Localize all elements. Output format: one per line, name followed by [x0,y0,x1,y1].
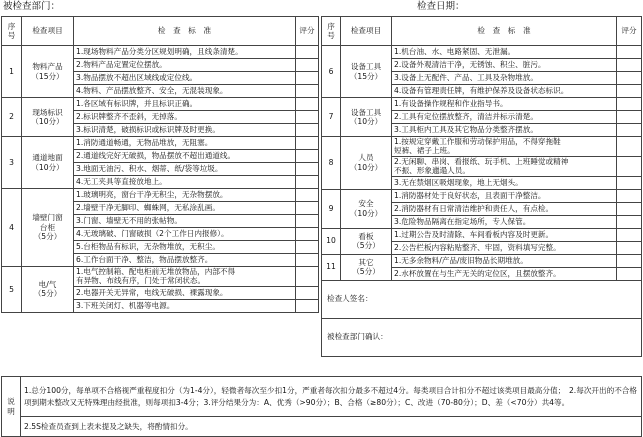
score-cell[interactable] [296,299,319,312]
check-item-name: 看板 （5分） [341,228,392,254]
check-standard: 3.门窗、墙壁无不用的张帖物。 [74,215,296,228]
check-standard: 2.墙壁干净无脚印、蜘蛛网，无私涂乱画。 [74,202,296,215]
check-standard: 3.工具柜内工具及其它物品分类整齐摆放。 [392,124,617,137]
checklist-row [2,46,319,59]
col-no-header: 序号 [322,17,341,46]
col-score-header: 评分 [617,17,642,46]
check-standard: 1.无多余物料/产品/废旧物品长期堆放。 [392,254,617,267]
checklist-row [322,254,642,267]
score-cell[interactable] [617,241,642,254]
score-cell[interactable] [296,176,319,189]
check-standard: 3.无在禁烟区吸烟现象，地上无烟头。 [392,176,617,189]
score-cell[interactable] [617,137,642,157]
col-score-header: 评分 [296,17,319,46]
check-standard: 1.各区域有标识牌，并且标识正确。 [74,98,296,111]
check-standard: 2.电器开关无异常，电线无破损、裸露现象。 [74,286,296,299]
score-cell[interactable] [296,46,319,59]
check-standard: 1.电气控制箱、配电柜前无堆放物品，内部不得 有异物、布线有序，门处于常闭状态。 [74,267,296,287]
inspected-confirm-row [322,318,642,356]
notes-text-2: 2.5S检查员查到上表未提及之缺失，将酌情扣分。 [21,417,642,437]
score-cell[interactable] [617,202,642,215]
check-standard: 1.消防通道畅通，无物品堆放，无阻塞。 [74,137,296,150]
score-cell[interactable] [617,156,642,176]
check-standard: 2.通道线完好无破损，物品摆放不超出通道线。 [74,150,296,163]
item-number: 4 [2,189,22,267]
score-cell[interactable] [617,124,642,137]
score-cell[interactable] [296,85,319,98]
score-cell[interactable] [617,85,642,98]
check-item-name: 物料产品 （15分） [22,46,74,98]
score-cell[interactable] [296,215,319,228]
inspected-department-label: 被检查部门： [3,1,61,12]
checklist-row [322,228,642,241]
inspection-date-label: 检查日期： [417,1,465,12]
check-item-name: 安全 （10分） [341,189,392,228]
check-standard: 3.下班关闭灯、机器等电源。 [74,299,296,312]
col-no-header: 序号 [2,17,22,46]
check-standard: 3.设备上无配件、产品、工具及杂物堆放。 [392,72,617,85]
inspector-signature-field[interactable]: 检查人签名： [322,280,642,318]
item-number: 11 [322,254,341,280]
score-cell[interactable] [296,189,319,202]
check-standard: 2.公告栏板内容粘贴整齐、牢固，资料填写完整。 [392,241,617,254]
score-cell[interactable] [617,189,642,202]
item-number: 8 [322,137,341,190]
score-cell[interactable] [296,137,319,150]
col-standard-header: 检 查 标 准 [74,17,296,46]
score-cell[interactable] [296,72,319,85]
check-standard: 1.按规定穿戴工作服和劳动保护用品，不得穿拖鞋 短裤、裙子上班。 [392,137,617,157]
check-standard: 2.设备外观清洁干净，无锈蚀、积尘、脏污。 [392,59,617,72]
check-standard: 3.地面无油污、积水、烟蒂、纸/袋等垃圾。 [74,163,296,176]
col-item-header: 检查项目 [341,17,392,46]
inspector-signature-row [322,280,642,318]
notes-table [1,376,642,437]
check-standard: 2.物料产品定置定位摆放。 [74,59,296,72]
item-number: 1 [2,46,22,98]
score-cell[interactable] [617,215,642,228]
check-standard: 4.物料、产品摆放整齐、安全，无混装现象。 [74,85,296,98]
item-number: 3 [2,137,22,189]
checklist-row [322,98,642,111]
check-item-name: 人员 （10分） [341,137,392,190]
item-number: 10 [322,228,341,254]
score-cell[interactable] [296,202,319,215]
score-cell[interactable] [296,241,319,254]
score-cell[interactable] [617,254,642,267]
score-cell[interactable] [296,286,319,299]
item-number: 9 [322,189,341,228]
score-cell[interactable] [296,254,319,267]
check-item-name: 设备工具 （15分） [341,46,392,98]
checklist-row [2,98,319,111]
left-table-header [2,17,319,46]
check-standard: 4.设备有管理责任牌，有维护保养及设备状态标识。 [392,85,617,98]
checklist-row [2,267,319,287]
check-standard: 2.无闲聊、串岗、看报纸、玩手机、上班睡觉或精神 不振、形象邋遢人员。 [392,156,617,176]
checklist-row [2,189,319,202]
inspected-department-confirm-field[interactable]: 被检查部门确认： [322,318,642,356]
item-number: 7 [322,98,341,137]
check-standard: 4.无玻璃破、门窗破损（2个工作日内报修）。 [74,228,296,241]
checklist-row [322,137,642,157]
notes-row-2 [2,417,642,437]
check-standard: 1.有设备操作规程和作业指导书。 [392,98,617,111]
checklist-row [2,137,319,150]
score-cell[interactable] [617,59,642,72]
check-standard: 2.工具有定位摆放整齐，清洁并标示清楚。 [392,111,617,124]
score-cell[interactable] [296,98,319,111]
item-number: 5 [2,267,22,313]
check-standard: 6.工作台面干净、整洁，物品摆放整齐。 [74,254,296,267]
score-cell[interactable] [296,124,319,137]
check-standard: 1.过期公告及时清除、车间看板内容及时更新。 [392,228,617,241]
check-item-name: 通道地面 （10分） [22,137,74,189]
check-standard: 3.危险物品隔离在指定场所，专人保管。 [392,215,617,228]
check-standard: 1.玻璃明亮，窗台干净无积尘，无杂物摆放。 [74,189,296,202]
score-cell[interactable] [296,59,319,72]
col-item-header: 检查项目 [22,17,74,46]
check-standard: 5.台柜物品有标识，无杂物堆放，无积尘。 [74,241,296,254]
check-standard: 3.标识清楚，破损标识或标识牌及时更换。 [74,124,296,137]
check-item-name: 电/气 （5分） [22,267,74,313]
check-item-name: 其它 （5分） [341,254,392,280]
checklist-row [322,46,642,59]
score-cell[interactable] [617,267,642,280]
score-cell[interactable] [617,111,642,124]
score-cell[interactable] [617,98,642,111]
score-cell[interactable] [296,163,319,176]
notes-label: 说明 [2,377,21,437]
check-standard: 2.水杯放置在与生产无关的定位区，且摆放整齐。 [392,267,617,280]
notes-row-1 [2,377,642,417]
checklist-row [322,189,642,202]
score-cell[interactable] [296,111,319,124]
right-checklist-table [321,16,642,357]
item-number: 2 [2,98,22,137]
score-cell[interactable] [617,46,642,59]
check-standard: 3.物品摆放不超出区域线或定位线。 [74,72,296,85]
score-cell[interactable] [617,72,642,85]
check-standard: 1.现场物料产品分类分区规划明确，且线条清楚。 [74,46,296,59]
check-standard: 2.标识牌整齐不歪斜，无掉落。 [74,111,296,124]
score-cell[interactable] [617,228,642,241]
check-item-name: 设备工具 （10分） [341,98,392,137]
check-standard: 1.机台油、水、电路紧固、无泄漏。 [392,46,617,59]
score-cell[interactable] [296,228,319,241]
check-standard: 4.无工夹具等直接放地上。 [74,176,296,189]
check-standard: 1.消防器材处于良好状态，且表面干净整洁。 [392,189,617,202]
item-number: 6 [322,46,341,98]
score-cell[interactable] [617,176,642,189]
left-checklist-table [1,16,319,313]
col-standard-header: 检 查 标 准 [392,17,617,46]
right-table-header [322,17,642,46]
check-item-name: 墙壁门窗 台柜 （5分） [22,189,74,267]
check-standard: 2.消防器材有日常清洁维护和责任人，有点检。 [392,202,617,215]
notes-text-1: 1.总分100分，每单项不合格视严重程度扣分（为1-4分），轻微者每次至少扣1分，严重者每次扣分最多不超过4分。每类项目合计扣分不超过该类项目最高分值； 2.每次开出的不合格项到期未整改又无特殊理由经批准，则每项扣3-4分；3.评分结果分为：A、优秀（>90分）；B、合格（≥80分）；C、改进（70-80分）；D、差（<70分）共4等。 [21,377,642,417]
score-cell[interactable] [296,150,319,163]
check-item-name: 现场标识 （10分） [22,98,74,137]
score-cell[interactable] [296,267,319,287]
